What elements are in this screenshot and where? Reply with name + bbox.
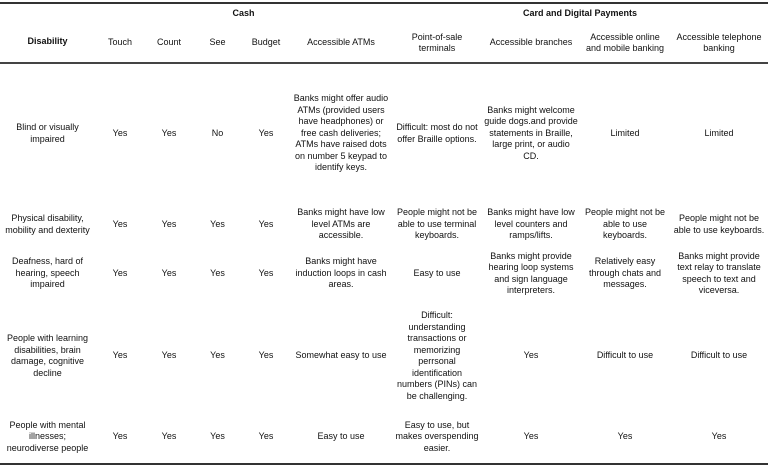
table-cell: Yes <box>523 350 539 361</box>
table-cell: Yes <box>523 431 539 442</box>
table-row <box>0 246 768 301</box>
column-header: Touch <box>107 37 133 48</box>
table-cell: Limited <box>704 127 734 138</box>
table-cell: Banks might have low level counters and ramps/lifts. <box>487 207 575 241</box>
table-cell: Banks might have induction loops in cash areas. <box>295 256 387 290</box>
table-cell: Banks might provide hearing loop systems and sign language interpreters. <box>488 250 574 295</box>
table-cell: Yes <box>711 431 727 442</box>
disability-cell: Physical disability, mobility and dexterity <box>5 213 90 235</box>
accessibility-table <box>0 2 768 465</box>
table-cell: Yes <box>112 350 128 361</box>
table-cell: People might not be able to use keyboards. <box>673 213 765 235</box>
table-cell: Yes <box>210 218 225 229</box>
table-cell: Yes <box>210 267 225 278</box>
table-cell: Yes <box>112 218 128 229</box>
column-header: Accessible telephone banking <box>676 31 762 53</box>
column-header: Accessible branches <box>489 37 573 48</box>
table-row <box>0 203 768 246</box>
column-header: Point-of-sale terminals <box>411 31 463 53</box>
table-cell: Yes <box>161 218 177 229</box>
table-cell: Difficult to use <box>690 350 748 361</box>
column-header: Count <box>156 37 182 48</box>
table-cell: Easy to use, but makes overspending easier. <box>395 419 479 453</box>
table-cell: Banks might have low level ATMs are accessible. <box>297 207 385 241</box>
table-cell: Yes <box>112 127 128 138</box>
column-header: See <box>209 37 226 48</box>
table-cell: Limited <box>610 127 640 138</box>
table-cell: Yes <box>161 267 177 278</box>
table-row <box>0 301 768 411</box>
table-cell: Yes <box>258 431 274 442</box>
disability-cell: Deafness, hard of hearing, speech impaired <box>11 256 84 290</box>
table-cell: Difficult: understanding transactions or memorizing perrsonal identification numbers (PINs) can be challenging. <box>396 310 478 401</box>
table-cell: Yes <box>617 431 633 442</box>
table-cell: Yes <box>210 350 225 361</box>
table-cell: No <box>211 127 224 138</box>
disability-cell: People with mental illnesses; neurodiverse people <box>6 419 89 453</box>
table-cell: Easy to use <box>317 431 365 442</box>
table-cell: Yes <box>258 218 274 229</box>
table-cell: Somewhat easy to use <box>295 350 387 361</box>
column-header: Accessible online and mobile banking <box>585 31 665 53</box>
disability-cell: People with learning disabilities, brain damage, cognitive decline <box>6 333 89 378</box>
disability-cell: Blind or visually impaired <box>16 122 79 144</box>
table-row <box>0 411 768 464</box>
table-cell: Yes <box>112 267 128 278</box>
header-group-card: Card and Digital Payments <box>523 8 638 19</box>
table-cell: Yes <box>258 267 274 278</box>
table-cell: Yes <box>210 431 225 442</box>
table-cell: Easy to use <box>413 267 461 278</box>
table-cell: People might not be able to use keyboards. <box>584 207 666 241</box>
table-cell: Yes <box>258 127 274 138</box>
header-disability: Disability <box>27 36 68 47</box>
header-group-cash: Cash <box>232 8 255 19</box>
table-cell: Yes <box>161 350 177 361</box>
table-cell: People might not be able to use terminal keyboards. <box>396 207 478 241</box>
table-cell: Yes <box>161 127 177 138</box>
column-header: Accessible ATMs <box>307 37 375 48</box>
column-header: Budget <box>251 37 281 48</box>
table-cell: Yes <box>161 431 177 442</box>
table-cell: Banks might provide text relay to translate speech to text and viceversa. <box>677 250 761 295</box>
table-cell: Yes <box>258 350 274 361</box>
table-cell: Banks might welcome guide dogs.and provide statements in Braille, large print, or audio CD. <box>484 104 578 161</box>
table-cell: Relatively easy through chats and messages. <box>588 256 662 290</box>
table-cell: Difficult to use <box>596 350 654 361</box>
table-cell: Yes <box>112 431 128 442</box>
table-cell: Banks might offer audio ATMs (provided users have headphones) or free cash deliveries; ATMs have raised dots on number 5 keypad to identify keys. <box>293 93 389 173</box>
table-cell: Difficult: most do not offer Braille options. <box>396 122 478 144</box>
table-row <box>0 63 768 203</box>
